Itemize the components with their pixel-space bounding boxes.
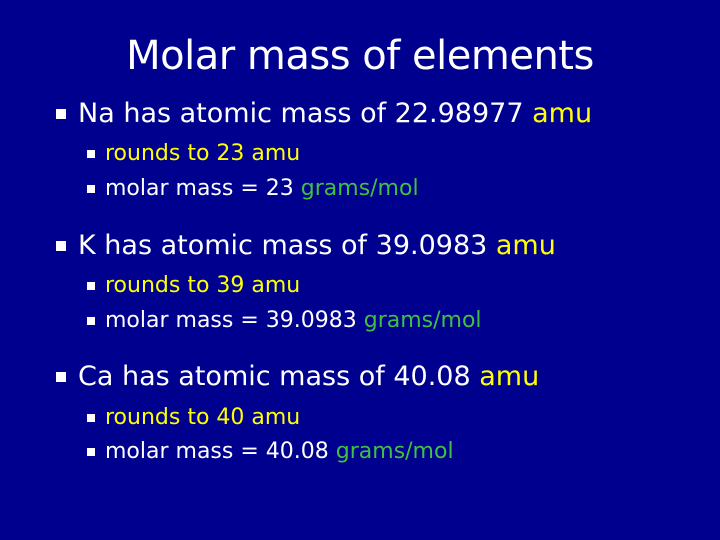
bullet-icon xyxy=(56,241,66,251)
main-text: Ca has atomic mass of 40.08 xyxy=(78,361,480,392)
sub-bullet-icon xyxy=(87,185,95,193)
sub-text: molar mass = 23 xyxy=(105,176,301,201)
unit-amu: amu xyxy=(495,230,556,261)
main-text: Na has atomic mass of 22.98977 xyxy=(78,98,533,129)
bullet-main-ca xyxy=(78,361,539,393)
sub-item-rounds-na: rounds to 23 amu xyxy=(105,141,301,166)
sub-item-molar-ca xyxy=(105,439,454,465)
bullet-icon xyxy=(56,372,66,382)
slide-title: Molar mass of elements xyxy=(126,33,594,79)
sub-item-molar-k xyxy=(105,308,482,334)
sub-bullet-icon xyxy=(87,317,95,325)
bullet-main-k xyxy=(78,230,556,262)
bullet-icon xyxy=(56,109,66,119)
unit-grams-per-mol: grams/mol xyxy=(363,308,482,333)
sub-bullet-icon xyxy=(87,150,95,158)
sub-item-molar-na xyxy=(105,176,419,202)
unit-grams-per-mol: grams/mol xyxy=(335,439,454,464)
sub-text: molar mass = 40.08 xyxy=(105,439,336,464)
main-text: K has atomic mass of 39.0983 xyxy=(78,230,496,261)
sub-bullet-icon xyxy=(87,282,95,290)
unit-amu: amu xyxy=(532,98,593,129)
sub-bullet-icon xyxy=(87,448,95,456)
bullet-main-na xyxy=(78,98,592,130)
sub-item-rounds-k: rounds to 39 amu xyxy=(105,273,301,298)
unit-grams-per-mol: grams/mol xyxy=(300,176,419,201)
sub-text: molar mass = 39.0983 xyxy=(105,308,364,333)
unit-amu: amu xyxy=(479,361,540,392)
sub-bullet-icon xyxy=(87,414,95,422)
sub-item-rounds-ca: rounds to 40 amu xyxy=(105,405,301,430)
